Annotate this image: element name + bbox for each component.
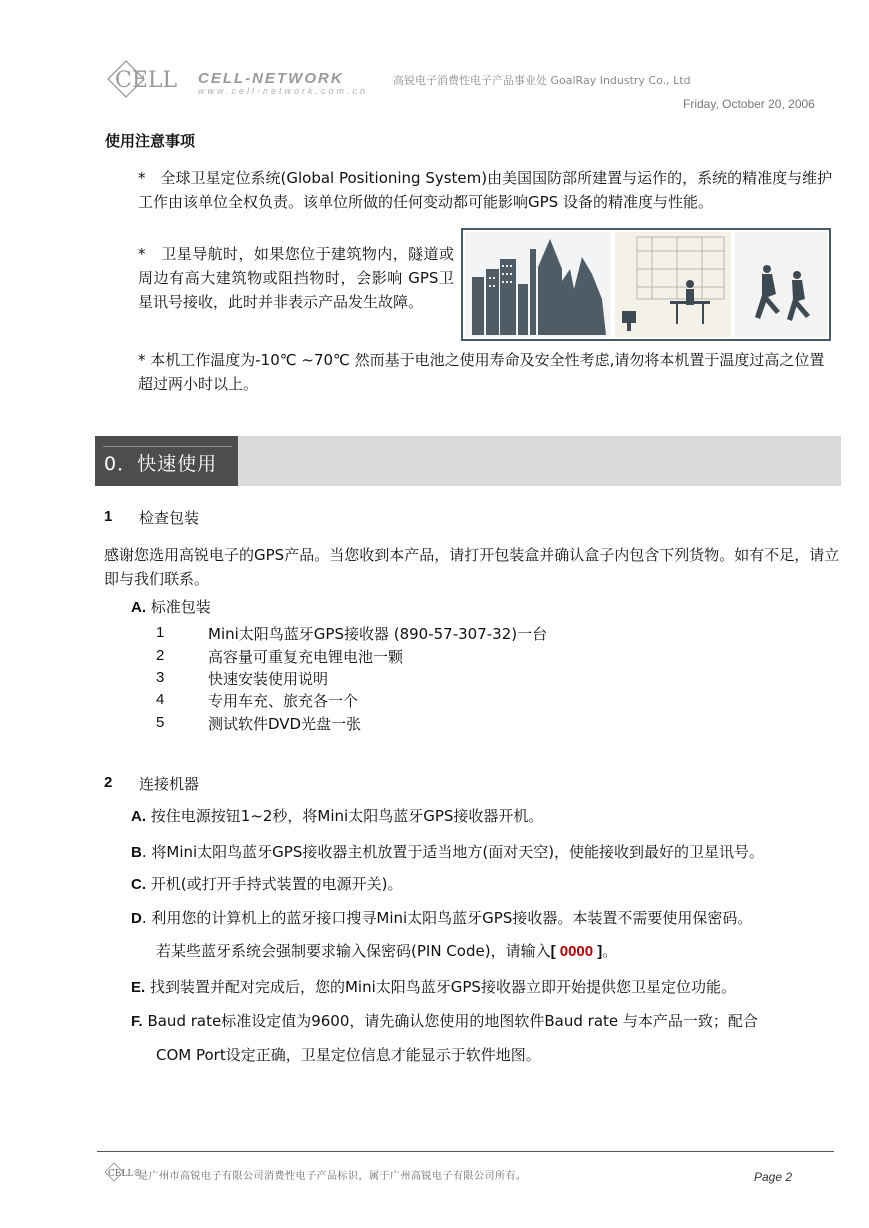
step-f-continued: COM Port设定正确，卫星定位信息才能显示于软件地图。 [156, 1046, 541, 1064]
pin-code: 0000 [559, 943, 594, 960]
package-item-number: 3 [156, 669, 165, 686]
footer-logo-text: CELL® [108, 1169, 143, 1179]
package-item: 测试软件DVD光盘一张 [208, 715, 362, 733]
step-b: B. 将Mini太阳鸟蓝牙GPS接收器主机放置于适当地方(面对天空)，使能接收到最好的卫星讯号。 [131, 843, 765, 861]
note-item: * 本机工作温度为-10℃ ~70℃ 然而基于电池之使用寿命及安全性考虑,请勿将本机置于温度过高之位置超过两小时以上。 [138, 351, 825, 393]
subsection-title: 检查包装 [139, 509, 200, 527]
notes-title: 使用注意事项 [105, 132, 196, 150]
subsection-title: 连接机器 [139, 775, 200, 793]
package-item: 高容量可重复充电锂电池一颗 [208, 648, 404, 666]
footer-rule [97, 1151, 834, 1152]
cell-logo [103, 56, 193, 102]
subsection-number: 1 [104, 508, 113, 525]
standard-package-label: A. [131, 599, 146, 616]
package-item: 专用车充、旅充各一个 [208, 692, 359, 710]
step-e: E. 找到装置并配对完成后，您的Mini太阳鸟蓝牙GPS接收器立即开始提供您卫星定位功能。 [131, 978, 736, 996]
standard-package-text: 标准包装 [150, 598, 211, 616]
step-d-continued: 若某些蓝牙系统会强制要求输入保密码(PIN Code)，请输入[ 0000 ]。 [156, 942, 618, 960]
step-f: F. Baud rate标准设定值为9600，请先确认您使用的地图软件Baud rate 与本产品一致；配合 [131, 1012, 758, 1030]
document-date: Friday, October 20, 2006 [683, 97, 815, 111]
step-d: D. 利用您的计算机上的蓝牙接口搜寻Mini太阳鸟蓝牙GPS接收器。本装置不需要使用保密码。 [131, 909, 753, 927]
note-item: * 卫星导航时，如果您位于建筑物内，隧道或周边有高大建筑物或阻挡物时，会影响 GPS卫星讯号接收，此时并非表示产品发生故障。 [138, 245, 454, 311]
package-item-number: 5 [156, 714, 165, 731]
intro-paragraph: 感谢您选用高锐电子的GPS产品。当您收到本产品，请打开包装盒并确认盒子内包含下列货物。如有不足，请立即与我们联系。 [104, 546, 840, 588]
standard-package-heading [131, 596, 211, 617]
step-c: C. 开机(或打开手持式装置的电源开关)。 [131, 875, 403, 893]
note-item: * 全球卫星定位系统(Global Positioning System)由美国国防部所建置与运作的，系统的精准度与维护工作由该单位全权负责。该单位所做的任何变动都可能影响GPS 设备的精准度与性能。 [138, 169, 833, 211]
package-item-number: 1 [156, 624, 165, 641]
section-title: 0．快速使用 [104, 453, 218, 475]
banner-rule [103, 446, 232, 447]
package-item-number: 2 [156, 647, 165, 664]
subsection-number: 2 [104, 774, 113, 791]
brand-url: www.cell-network.com.cn [198, 86, 369, 96]
city-office-illustration [462, 229, 830, 340]
page-number: Page 2 [754, 1170, 793, 1184]
package-item: Mini太阳鸟蓝牙GPS接收器 (890-57-307-32)一台 [208, 625, 548, 643]
logo-text: CELL [115, 68, 178, 93]
company-name: 高锐电子消费性电子产品事业处 GoalRay Industry Co., Ltd [393, 74, 691, 87]
step-a: A. 按住电源按钮1~2秒，将Mini太阳鸟蓝牙GPS接收器开机。 [131, 807, 544, 825]
package-item: 快速安装使用说明 [208, 670, 329, 688]
brand-name: CELL-NETWORK [198, 70, 344, 87]
package-item-number: 4 [156, 691, 165, 708]
footer-text: 是广州市高锐电子有限公司消费性电子产品标识，属于广州高锐电子有限公司所有。 [138, 1171, 527, 1182]
footer-cell-logo [103, 1161, 143, 1183]
